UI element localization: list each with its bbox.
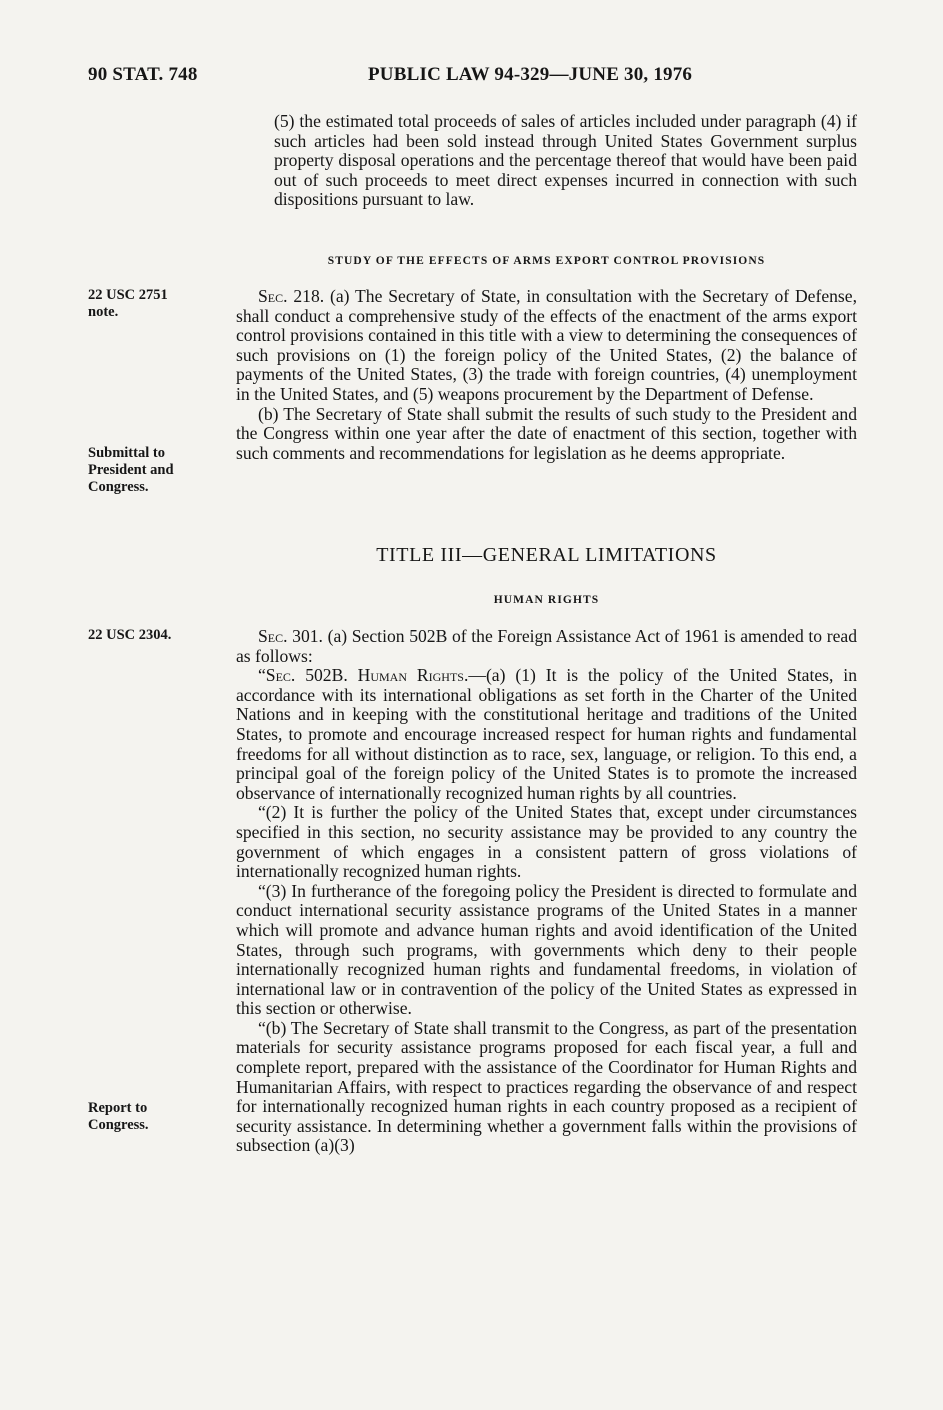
section-218-label: Sec. 218. [258,286,325,306]
section-502b-a1 [236,666,857,803]
paragraph-5-text: (5) the estimated total proceeds of sales of articles included under paragraph (4) if such articles had been sold instead through United States Government surplus property disposal operations and the percentage thereof that would have been paid out of such proceeds to meet direct expenses incurred in connection with such dispositions pursuant to law. [274,111,857,210]
section-502b-a1-text: —(a) (1) It is the policy of the United States, in accordance with its international obligations as set forth in the Charter of the United Nations and in keeping with the constitutional heritage and traditions of the United States, to promote and encourage increased respect for human rights and fundamental freedoms for all without distinction as to race, sex, language, or religion. To this end, a principal goal of the foreign policy of the United States is to promote the increased observance of internationally recognized human rights by all countries. [236,665,857,803]
section-301-intro [236,627,857,666]
margin-note-report [88,1100,228,1134]
section-502b-a3: “(3) In furtherance of the foregoing policy the President is directed to formulate and conduct international security assistance programs of the United States in a manner which will promote and advance human rights and avoid identification of the United States, through such programs, with governments which deny to their people internationally recognized human rights and fundamental freedoms, in violation of international law or in contravention of the policy of the United States as expressed in this section or otherwise. [236,880,857,1019]
paragraph-5 [274,112,857,210]
law-title: PUBLIC LAW 94-329—JUNE 30, 1976 [368,64,693,85]
margin-note-line: 22 USC 2304. [88,627,172,643]
section-218 [236,287,857,463]
margin-note-line: Report to [88,1100,148,1116]
section-502b-label: “Sec. 502B. Human Rights. [258,665,469,686]
margin-note-submittal [88,445,228,496]
margin-note-line: President and [88,462,174,478]
section-301-intro-text: (a) Section 502B of the Foreign Assistance Act of 1961 is amended to read as follows: [236,626,857,666]
section-301-label: Sec. 301. [258,626,323,646]
margin-note-22usc2304 [88,627,228,644]
human-rights-heading: HUMAN RIGHTS [493,594,600,606]
margin-note-line: note. [88,304,119,320]
title-iii-heading: TITLE III—GENERAL LIMITATIONS [376,544,717,566]
margin-note-line: Submittal to [88,445,165,461]
section-301 [236,627,857,1156]
margin-note-line: Congress. [88,1117,149,1133]
section-218-a [236,287,857,405]
page-reference: 90 STAT. 748 [88,64,198,85]
study-heading: STUDY OF THE EFFECTS OF ARMS EXPORT CONTROL PROVISIONS [327,255,766,267]
margin-note-22usc2751 [88,287,228,321]
section-502b-a2: “(2) It is further the policy of the United States that, except under circumstances specified in this section, no security assistance may be provided to any country the government of which engages in a consistent pattern of gross violations of internationally recognized human rights. [236,802,857,882]
section-502b-b: “(b) The Secretary of State shall transmit to the Congress, as part of the presentation materials for security assistance programs proposed for each fiscal year, a full and complete report, prepared with the assistance of the Coordinator for Human Rights and Humanitarian Affairs, with respect to practices regarding the observance of and respect for internationally recognized human rights in each country proposed as a recipient of security assistance. In determining whether a government falls within the provisions of subsection (a)(3) [236,1017,857,1156]
margin-note-line: 22 USC 2751 [88,287,168,303]
margin-note-line: Congress. [88,479,149,495]
section-218-a-text: (a) The Secretary of State, in consultation with the Secretary of Defense, shall conduct a comprehensive study of the effects of the enactment of the arms export control provisions contained in this title with a view to determining the consequences of such provisions on (1) the foreign policy of the United States, (2) the balance of payments of the United States, (3) the trade with foreign countries, (4) unemployment in the United States, and (5) weapons procurement by the Department of Defense. [236,286,857,404]
section-218-b: (b) The Secretary of State shall submit the results of such study to the President and the Congress within one year after the date of enactment of this section, together with such comments and recommendations for legislation as he deems appropriate. [236,403,857,463]
